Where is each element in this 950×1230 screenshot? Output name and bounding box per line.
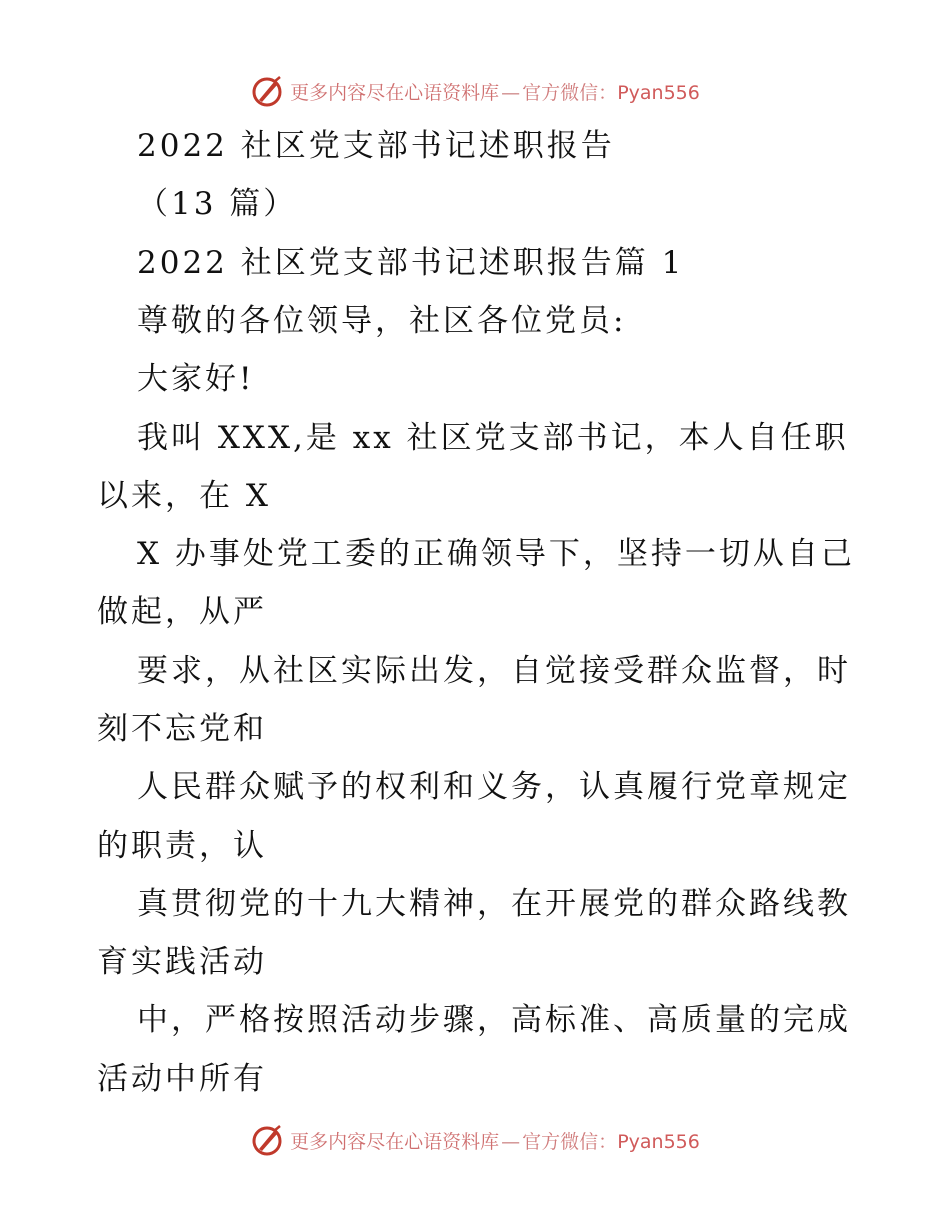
paragraph-line: 我叫 XXX,是 xx 社区党支部书记，本人自任职 — [137, 420, 849, 456]
paragraph-line: 活动中所有 — [97, 1061, 267, 1097]
footer-watermark — [0, 1120, 950, 1160]
paragraph-line: 的职责，认 — [97, 828, 267, 864]
watermark-official: 官方微信： — [522, 1130, 618, 1153]
watermark-text — [290, 1127, 700, 1154]
section-heading: 2022 社区党支部书记述职报告篇 1 — [137, 245, 685, 281]
watermark-wechat-id: Pyan556 — [617, 1130, 700, 1153]
watermark-separator: — — [501, 1130, 521, 1153]
watermark-brand: 更多内容尽在心语资料库 — [290, 1130, 500, 1153]
paragraph-line: 做起，从严 — [97, 594, 267, 630]
paragraph-line: 以来，在 X — [97, 478, 271, 514]
watermark-official: 官方微信： — [522, 81, 618, 104]
paragraph-line: 人民群众赋予的权利和义务，认真履行党章规定 — [137, 769, 851, 805]
document-subtitle: （13 篇） — [137, 186, 298, 222]
quill-logo-icon — [250, 1123, 284, 1157]
watermark-separator: — — [501, 81, 521, 104]
paragraph-line: 真贯彻党的十九大精神，在开展党的群众路线教 — [137, 886, 851, 922]
salutation: 尊敬的各位领导，社区各位党员: — [137, 303, 627, 339]
paragraph-line: 中，严格按照活动步骤，高标准、高质量的完成 — [137, 1002, 851, 1038]
watermark-brand: 更多内容尽在心语资料库 — [290, 81, 500, 104]
greeting: 大家好! — [137, 361, 255, 397]
paragraph-line: 刻不忘党和 — [97, 711, 267, 747]
paragraph-line: X 办事处党工委的正确领导下，坚持一切从自己 — [137, 536, 855, 572]
paragraph-line: 要求，从社区实际出发，自觉接受群众监督，时 — [137, 653, 851, 689]
paragraph-line: 育实践活动 — [97, 944, 267, 980]
watermark-wechat-id: Pyan556 — [617, 81, 700, 104]
document-title: 2022 社区党支部书记述职报告 — [137, 128, 615, 164]
